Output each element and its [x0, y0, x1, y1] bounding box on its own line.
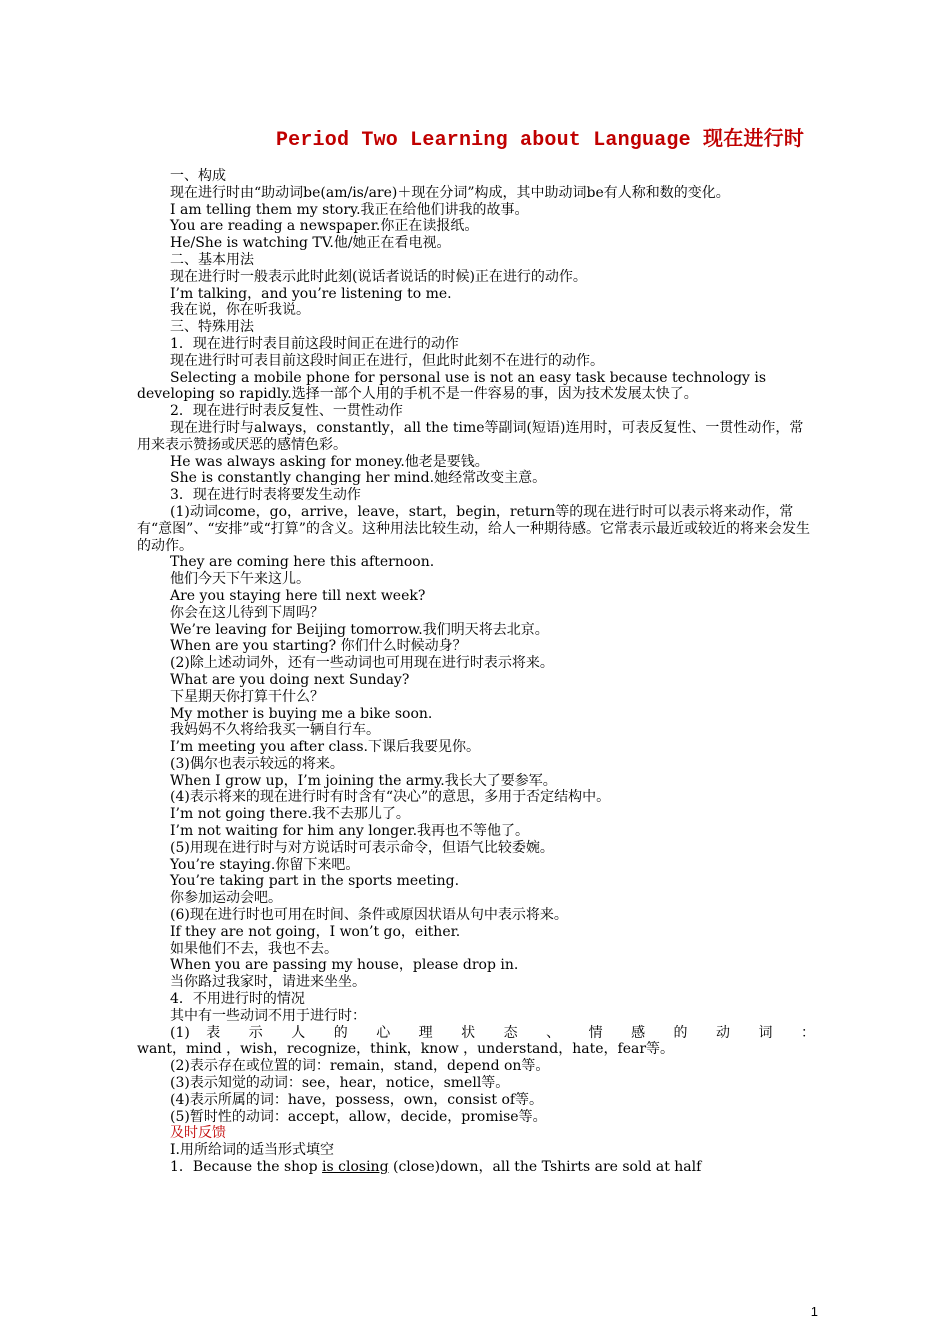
exercise-text-after: (close)down，all the Tshirts are sold at half [388, 1159, 702, 1176]
paragraph: (6)现在进行时也可用在时间、条件或原因状语从句中表示将来。 [170, 907, 568, 924]
paragraph: (5)用现在进行时与对方说话时可表示命令，但语气比较委婉。 [170, 839, 554, 856]
section-heading: 三、特殊用法 [170, 319, 254, 336]
example-sentence: You are reading a newspaper.你正在读报纸。 [170, 218, 479, 235]
example-translation: 你参加运动会吧。 [170, 890, 282, 907]
paragraph: 现在进行时由“助动词be(am/is/are)＋现在分词”构成，其中助动词be有人称和数的变化。 [170, 184, 730, 201]
paragraph: (2)除上述动词外，还有一些动词也可用现在进行时表示将来。 [170, 655, 554, 672]
paragraph: (4)表示所属的词：have，possess，own，consist of等。 [170, 1091, 544, 1108]
page-title: Period Two Learning about Language 现在进行时 [275, 129, 805, 152]
example-sentence: If they are not going，I won’t go，either. [170, 923, 461, 940]
example-sentence: What are you doing next Sunday? [170, 671, 410, 688]
paragraph: 其中有一些动词不用于进行时： [170, 1007, 366, 1024]
paragraph: (3)偶尔也表示较远的将来。 [170, 755, 344, 772]
example-sentence: He was always asking for money.他老是要钱。 [170, 453, 489, 470]
example-translation: 他们今天下午来这儿。 [170, 571, 310, 588]
example-sentence: Selecting a mobile phone for personal use is not an easy task because technology is developing so rapidly.选择一部个人用的手机不是一件容易的事，因为技术发展太快了。 [137, 369, 767, 403]
subsection-heading: 2．现在进行时表反复性、一贯性动作 [170, 403, 403, 420]
example-translation: 当你路过我家时，请进来坐坐。 [170, 974, 366, 991]
subsection-heading: 1．现在进行时表目前这段时间正在进行的动作 [170, 335, 459, 352]
example-sentence: When are you starting? 你们什么时候动身？ [170, 638, 467, 655]
paragraph: want，mind ，wish，recognize，think，know ，understand，hate，fear等。 [137, 1041, 675, 1058]
feedback-heading: 及时反馈 [170, 1125, 226, 1142]
example-sentence: We’re leaving for Beijing tomorrow.我们明天将去北京。 [170, 621, 549, 638]
exercise-item [137, 1159, 815, 1176]
paragraph: 现在进行时与always，constantly，all the time等副词(短语)连用时，可表反复性、一贯性动作，常用来表示赞扬或厌恶的感情色彩。 [137, 419, 804, 453]
page-number: 1 [810, 1304, 818, 1319]
example-translation: 如果他们不去，我也不去。 [170, 940, 338, 957]
example-sentence: He/She is watching TV.他/她正在看电视。 [170, 235, 451, 252]
subsection-heading: 3．现在进行时表将要发生动作 [170, 487, 361, 504]
paragraph: 现在进行时一般表示此时此刻(说话者说话的时候)正在进行的动作。 [170, 268, 587, 285]
example-sentence: She is constantly changing her mind.她经常改变主意。 [170, 470, 547, 487]
example-sentence: I’m meeting you after class.下课后我要见你。 [170, 739, 480, 756]
document-body [137, 168, 815, 1176]
section-heading: 一、构成 [170, 168, 226, 184]
subsection-heading: 4．不用进行时的情况 [170, 991, 305, 1008]
example-sentence: When you are passing my house，please drop in. [170, 957, 519, 974]
example-sentence: I’m not going there.我不去那儿了。 [170, 806, 410, 823]
paragraph: (1) 表 示 人 的 心 理 状 态 、 情 感 的 动 词 ： [170, 1024, 815, 1041]
exercise-answer: is closing [322, 1159, 389, 1176]
example-translation: 我妈妈不久将给我买一辆自行车。 [170, 722, 380, 739]
example-sentence: You’re staying.你留下来吧。 [170, 856, 360, 873]
example-sentence: I’m not waiting for him any longer.我再也不等他了。 [170, 823, 530, 840]
paragraph: (3)表示知觉的动词：see，hear，notice，smell等。 [170, 1075, 510, 1092]
example-sentence: When I grow up，I’m joining the army.我长大了要参军。 [170, 772, 557, 789]
paragraph: (2)表示存在或位置的词：remain，stand，depend on等。 [170, 1058, 550, 1075]
example-sentence: My mother is buying me a bike soon. [170, 705, 433, 722]
paragraph: 现在进行时可表目前这段时间正在进行，但此时此刻不在进行的动作。 [170, 352, 604, 369]
example-sentence: I’m talking，and you’re listening to me. [170, 285, 452, 302]
example-sentence: Are you staying here till next week? [170, 587, 426, 604]
example-translation: 下星期天你打算干什么？ [170, 688, 324, 705]
section-heading: 二、基本用法 [170, 251, 254, 268]
paragraph: (1)动词come，go，arrive，leave，start，begin，return等的现在进行时可以表示将来动作，常有“意图”、“安排”或“打算”的含义。这种用法比较生动，给人一种期待感。它常表示最近或较近的将来会发生的动作。 [137, 503, 810, 554]
example-sentence: I am telling them my story.我正在给他们讲我的故事。 [170, 201, 529, 218]
paragraph: (5)暂时性的动词：accept，allow，decide，promise等。 [170, 1108, 547, 1125]
paragraph: (4)表示将来的现在进行时有时含有“决心”的意思，多用于否定结构中。 [170, 789, 611, 806]
example-translation: 我在说，你在听我说。 [170, 302, 310, 319]
example-sentence: They are coming here this afternoon. [170, 554, 435, 571]
exercise-text-before: 1．Because the shop [170, 1159, 323, 1176]
example-sentence: You’re taking part in the sports meeting. [170, 873, 460, 890]
example-translation: 你会在这儿待到下周吗？ [170, 604, 324, 621]
exercise-heading: Ⅰ.用所给词的适当形式填空 [170, 1142, 334, 1159]
